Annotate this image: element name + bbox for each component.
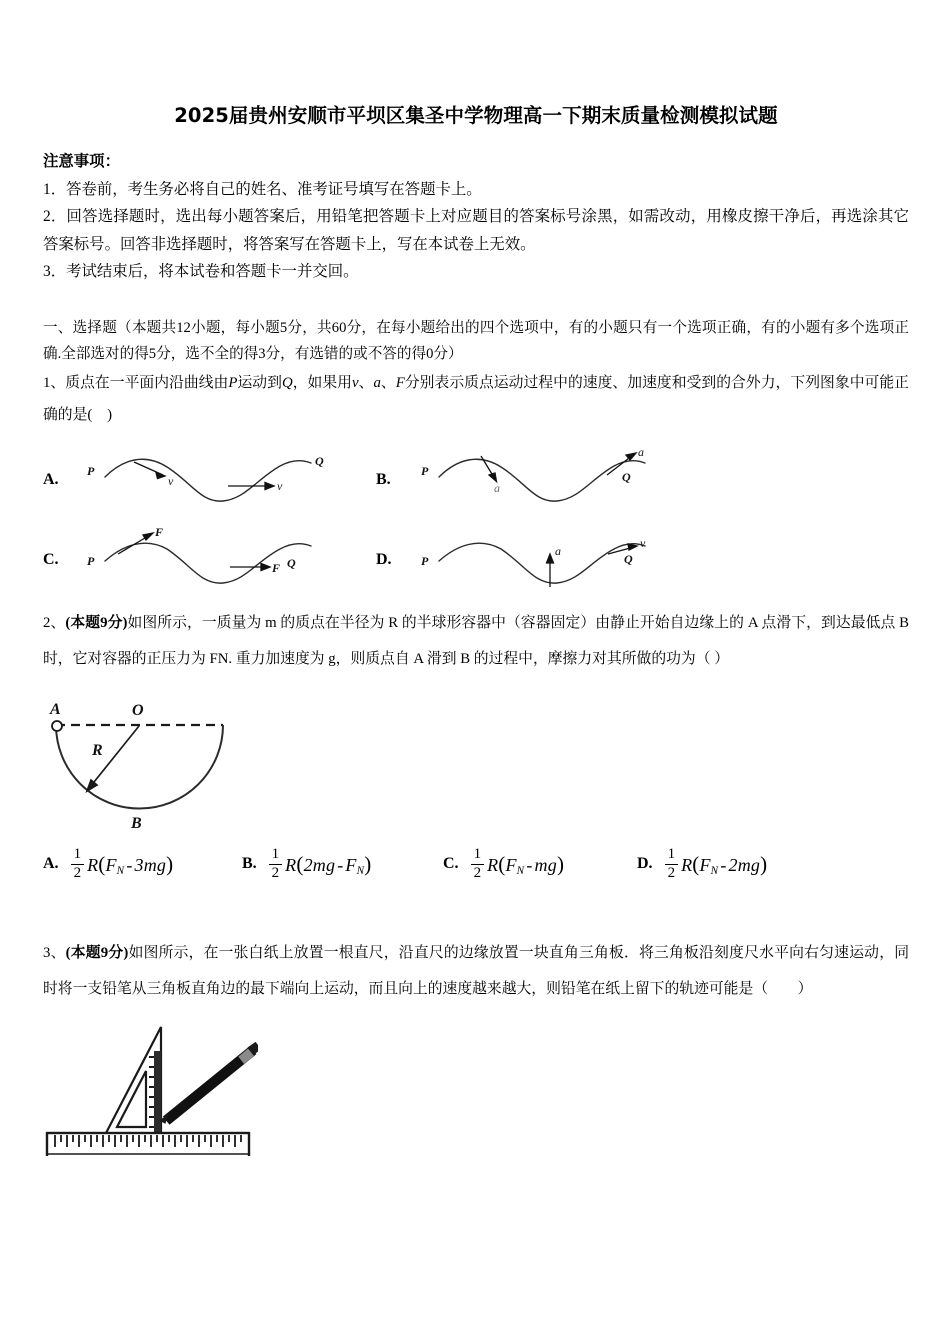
question-1-var-v: v [352,374,359,391]
answer-d-term2: 2mg [728,854,761,875]
answer-a-expression [87,852,173,877]
answer-d-numerator: 1 [667,845,676,862]
question-1-number: 1、 [43,374,66,391]
question-3-number: 3、 [43,944,66,961]
answer-d-key: D. [637,855,653,873]
option-a-arrow-label-v1: v [168,473,174,488]
answer-a-lead: R [87,854,99,875]
answer-b-operator: - [337,854,344,875]
option-b-arrow-label-a2: a [638,444,644,459]
option-a-arrow-label-v2: v [277,478,283,493]
answer-c-numerator: 1 [473,845,482,862]
option-d-arrow-label-a: a [555,543,561,558]
answer-b-lead: R [285,854,297,875]
answer-c-fraction [471,847,485,882]
answer-b-term1: 2mg [303,854,336,875]
answer-b-close-paren: ) [364,851,372,876]
option-c-point-p: P [87,553,95,568]
question-1-option-a-figure [75,445,345,511]
answer-a-operator: - [126,854,133,875]
answer-a-key: A. [43,855,59,873]
option-a-point-p: P [87,463,95,478]
answer-c-term1: F [505,854,517,875]
question-2-answer-b[interactable] [242,847,371,882]
trajectory-curve-c-svg [75,523,345,591]
answer-c-term2: mg [534,854,557,875]
question-1-text-part2: 运动到 [237,374,282,391]
answer-d-open-paren: ( [692,851,700,876]
answer-c-close-paren: ) [556,851,565,876]
option-b-arrow-label-a1: a [494,480,500,495]
particle-circle [52,721,62,731]
question-2-answer-c[interactable] [443,847,564,882]
question-1-sep2: 、 [380,374,396,391]
answer-d-lead: R [681,854,693,875]
question-1-stem [43,367,909,431]
answer-a-open-paren: ( [98,851,106,876]
answer-b-term2: F [345,854,357,875]
notice-item-1: 1．答卷前，考生务必将自己的姓名、准考证号填写在答题卡上。 [43,180,482,198]
question-2-marks: (本题9分) [65,614,128,631]
question-2-stem [43,605,909,677]
answer-a-term1-sub: N [116,864,125,877]
question-1-option-b[interactable] [376,471,391,489]
question-2-answer-a[interactable] [43,847,173,882]
answer-b-numerator: 1 [271,845,280,862]
answer-c-denominator: 2 [471,864,485,882]
answer-a-close-paren: ) [166,851,174,876]
answer-c-term1-sub: N [516,864,525,877]
option-c-arrow-label-f1: F [155,524,164,539]
option-d-point-q: Q [624,551,633,566]
answer-d-term1-sub: N [710,864,719,877]
answer-c-open-paren: ( [498,851,506,876]
set-square-icon [105,1027,161,1135]
page-content [43,0,909,1171]
page-title: 2025届贵州安顺市平坝区集圣中学物理高一下期末质量检测模拟试题 [174,104,778,127]
answer-b-expression [285,852,371,877]
bowl-arc [56,725,223,809]
question-1-text-part4: 分别表示质点运动过程中的速度、加速度和受到的合外力，下列图象中可能正确的是( ) [43,374,909,423]
answer-b-term2-sub: N [356,864,365,877]
question-2-text: 如图所示，一质量为 m 的质点在半径为 R 的半球形容器中（容器固定）由静止开始自边缘上的 A 点滑下，到达最低点 B 时，它对容器的正压力为 FN. 重力加速度为 g，则质点自 A 滑到 B 的过程中，摩擦力对其所做的功为（ ） [43,614,909,667]
answer-b-denominator: 2 [269,864,283,882]
option-b-point-p: P [421,463,429,478]
answer-d-fraction [665,847,679,882]
option-c-arrow-label-f2: F [272,560,281,575]
answer-b-fraction [269,847,283,882]
hemisphere-label-b: B [131,814,142,832]
answer-d-term1: F [699,854,711,875]
question-2-answers [43,847,909,899]
hemisphere-label-o: O [132,701,144,719]
option-d-arrow-label-v: v [640,535,646,550]
answer-c-lead: R [487,854,499,875]
question-1-options [43,445,909,605]
question-2-figure [43,693,909,841]
answer-d-denominator: 2 [665,864,679,882]
answer-d-operator: - [720,854,727,875]
question-1-text-part3: ，如果用 [292,374,353,391]
question-1-option-c-figure [75,523,345,591]
question-1-sep1: 、 [358,374,374,391]
option-c-point-q: Q [287,555,296,570]
trajectory-curve-d-svg [409,523,679,591]
notice-item-3: 3．考试结束后，将本试卷和答题卡一并交回。 [43,263,359,281]
trajectory-curve-b-svg [409,445,679,511]
answer-a-fraction [71,847,85,882]
question-3-stem [43,935,909,1007]
question-1-option-b-figure [409,445,679,511]
ruler-icon [47,1133,249,1156]
answer-b-open-paren: ( [296,851,304,876]
pencil-icon [160,1042,258,1125]
notice-heading: 注意事项： [43,153,120,171]
section-heading-multiple-choice: 一、选择题（本题共12小题，每小题5分，共60分，在每小题给出的四个选项中，有的小题只有一个选项正确，有的小题有多个选项正确.全部选对的得5分，选不全的得3分，有选错的或不答的得0分） [43,319,909,362]
option-d-label: D. [376,550,392,568]
question-1-option-c[interactable] [43,551,59,569]
question-1-var-q: Q [281,374,293,391]
answer-d-expression [681,852,767,877]
question-1-var-a: a [373,374,381,391]
answer-b-key: B. [242,855,257,873]
option-c-label: C. [43,550,59,568]
ruler-setsquare-pencil-svg [43,1021,258,1156]
answer-c-key: C. [443,855,459,873]
option-b-point-q: Q [622,469,631,484]
question-1-var-p: P [228,374,238,391]
answer-a-term1: F [105,854,117,875]
answer-c-operator: - [526,854,533,875]
question-1-text-part1: 质点在一平面内沿曲线由 [65,374,229,391]
question-3-figure [43,1021,909,1171]
trajectory-curve-a-svg [75,445,345,511]
question-1-option-d-figure [409,523,679,591]
hemisphere-label-r: R [92,741,103,759]
question-2-answer-d[interactable] [637,847,767,882]
option-a-label: A. [43,470,59,488]
question-1-var-f: F [395,374,405,391]
answer-d-close-paren: ) [760,851,768,876]
option-d-point-p: P [421,553,429,568]
answer-a-denominator: 2 [71,864,85,882]
hemisphere-bowl-svg [43,693,273,839]
question-3-marks: (本题9分) [65,944,129,961]
option-b-label: B. [376,470,391,488]
notice-block [43,148,909,286]
question-2-number: 2、 [43,614,66,631]
question-3-text: 如图所示，在一张白纸上放置一根直尺，沿直尺的边缘放置一块直角三角板．将三角板沿刻度尺水平向右匀速运动，同时将一支铅笔从三角板直角边的最下端向上运动，而且向上的速度越来越大，则铅笔在纸上留下的轨迹可能是（ ） [43,944,909,997]
answer-a-term2: 3mg [134,854,167,875]
answer-a-numerator: 1 [73,845,82,862]
option-a-point-q: Q [315,453,324,468]
answer-c-expression [487,852,564,877]
hemisphere-label-a: A [50,700,61,718]
notice-item-2: 2．回答选择题时，选出每小题答案后，用铅笔把答题卡上对应题目的答案标号涂黑，如需改动，用橡皮擦干净后，再选涂其它答案标号。回答非选择题时，将答案写在答题卡上，写在本试卷上无效。 [43,208,909,253]
question-1-option-d[interactable] [376,551,392,569]
question-1-option-a[interactable] [43,471,59,489]
